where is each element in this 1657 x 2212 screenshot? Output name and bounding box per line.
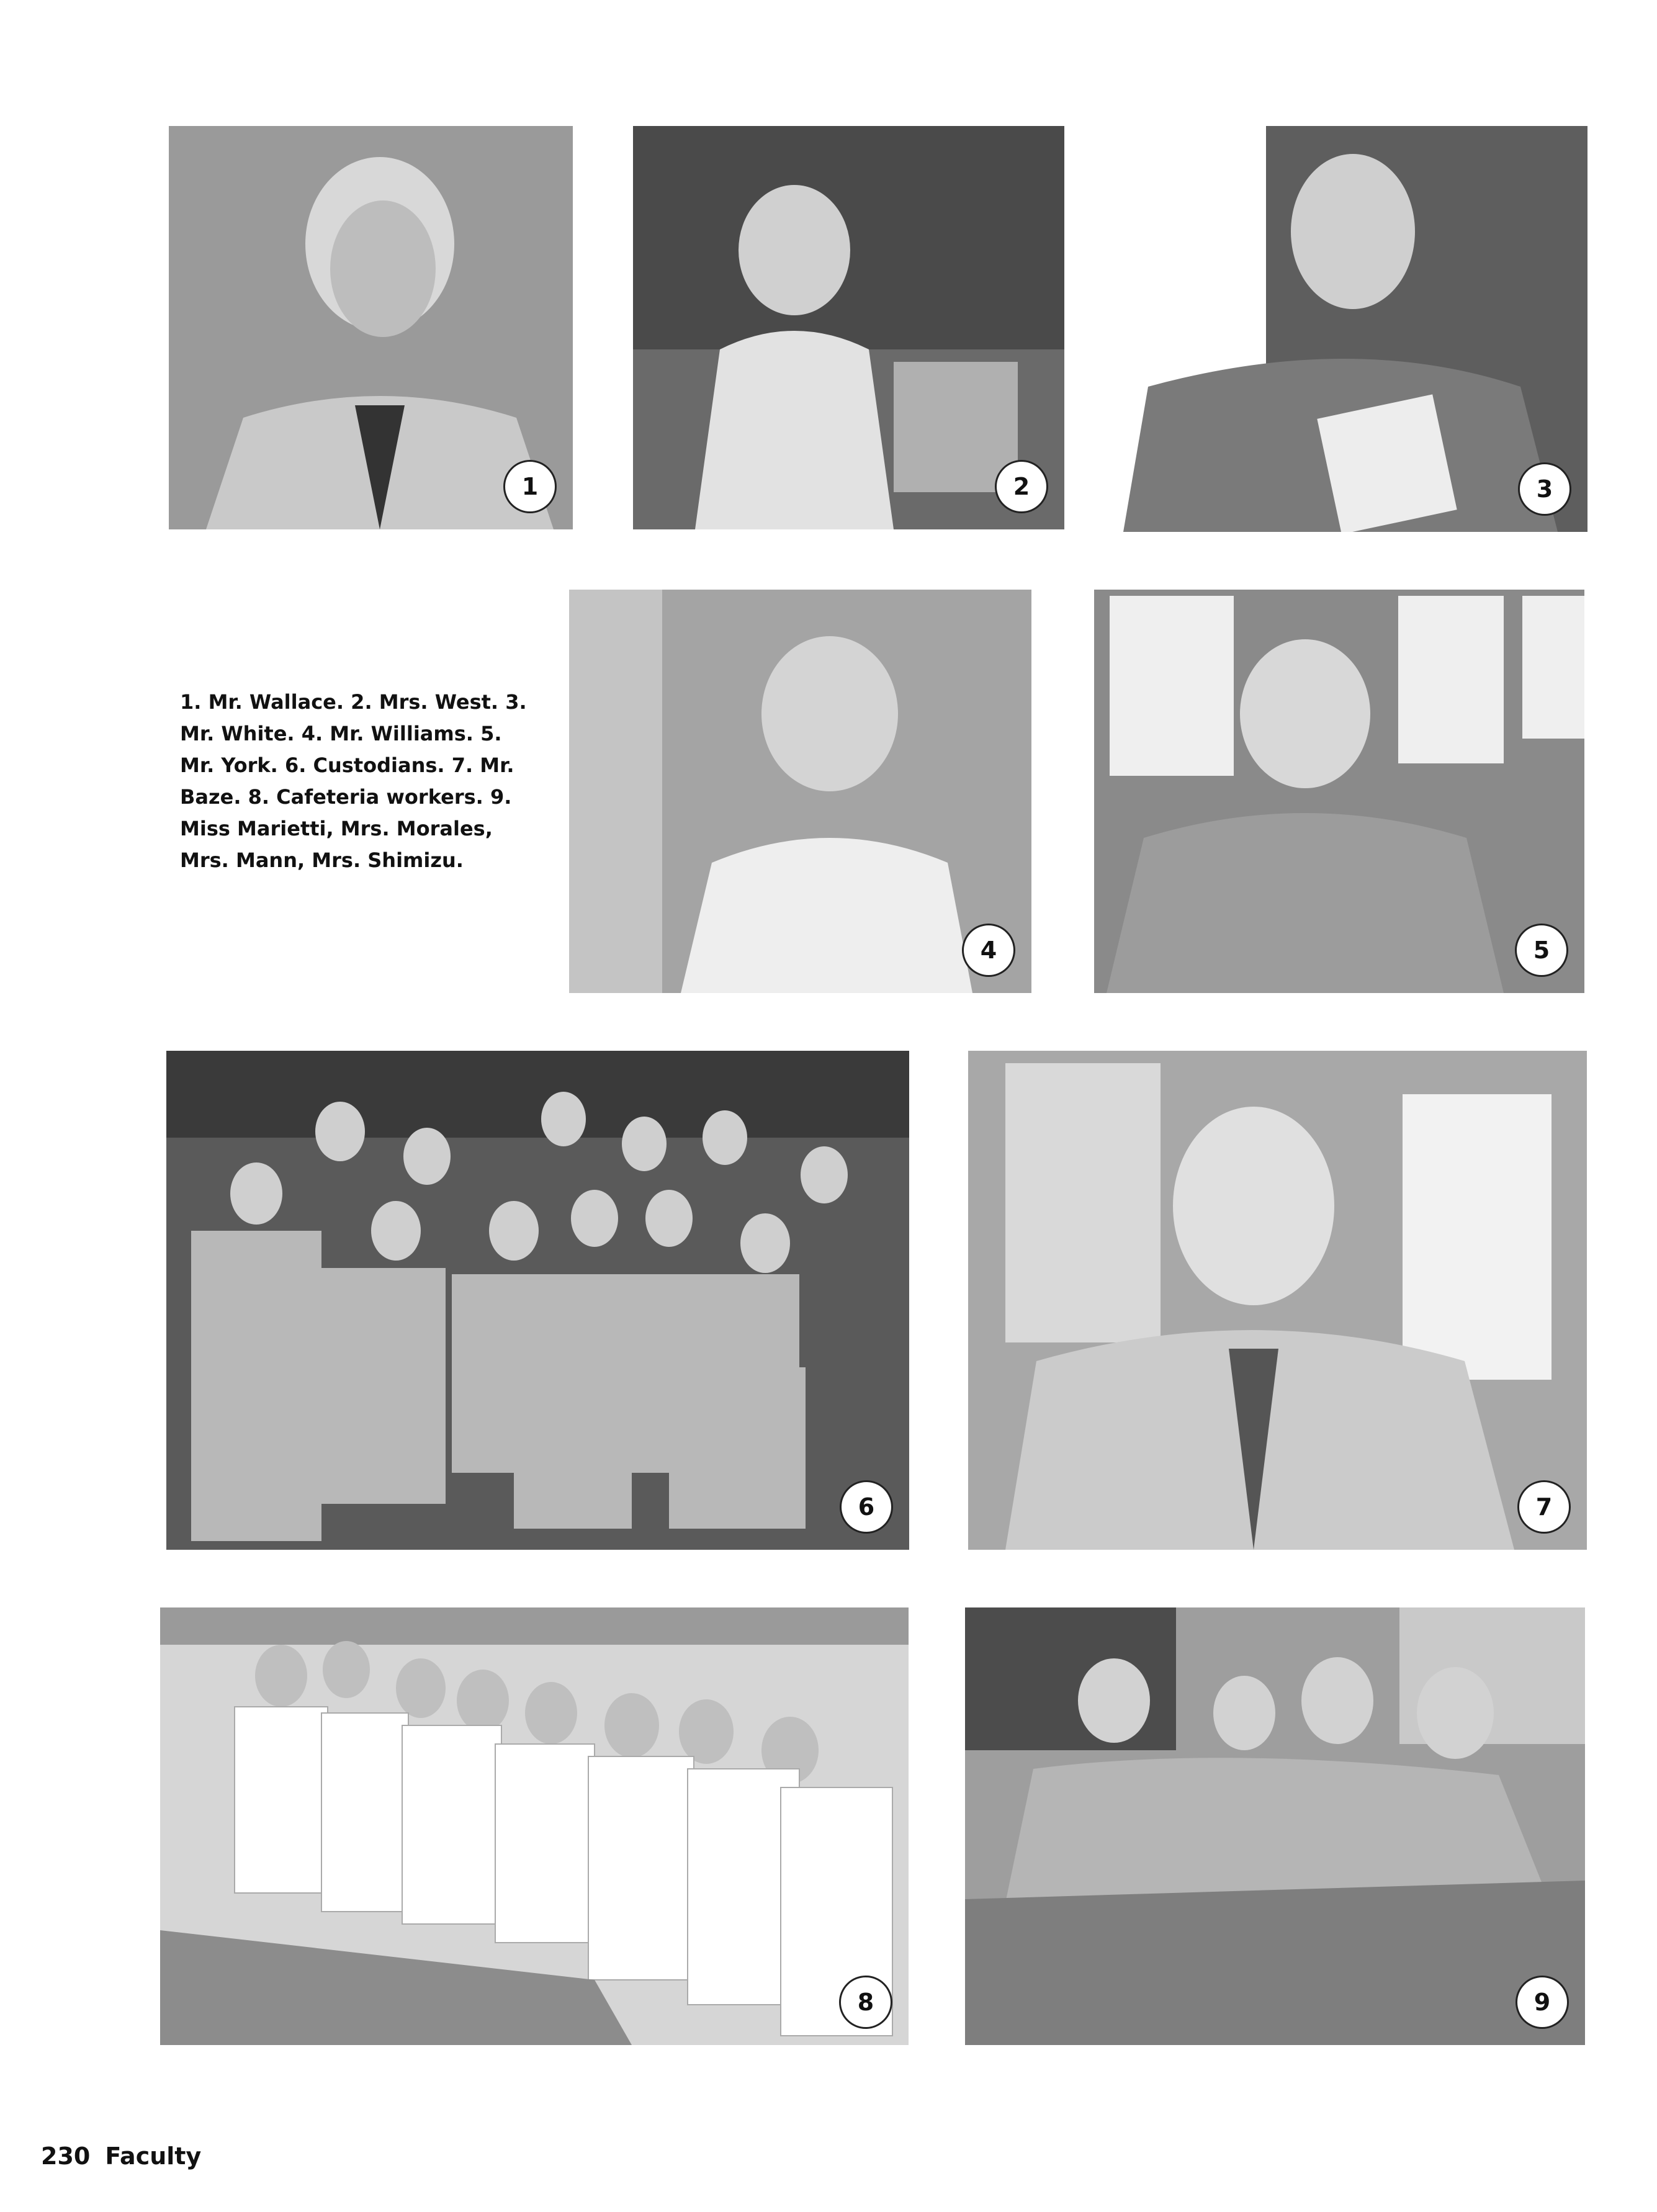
photo-8-cafeteria-workers — [160, 1607, 909, 2045]
photo-number-badge: 4 — [962, 924, 1015, 977]
portrait-figure — [569, 590, 1031, 993]
section-title: Faculty — [105, 2142, 202, 2170]
photo-6-custodians — [166, 1051, 909, 1550]
photo-number-badge: 6 — [840, 1480, 893, 1534]
page-footer — [41, 2142, 216, 2170]
photo-2-mrs-west — [633, 126, 1064, 529]
photo-number-badge: 3 — [1518, 462, 1571, 516]
portrait-figure — [1123, 126, 1587, 532]
group-figure — [965, 1607, 1585, 2045]
photo-5-mr-york — [1094, 590, 1584, 993]
group-figure — [166, 1051, 909, 1550]
portrait-figure — [968, 1051, 1587, 1550]
photo-number-badge: 7 — [1517, 1480, 1571, 1534]
photo-3-mr-white — [1123, 126, 1587, 532]
portrait-figure — [633, 126, 1064, 529]
photo-number-badge: 8 — [839, 1976, 892, 2029]
photo-number-badge: 1 — [503, 460, 557, 513]
group-figure — [160, 1607, 909, 2045]
photo-number-badge: 9 — [1516, 1976, 1569, 2029]
photo-number-badge: 5 — [1515, 924, 1568, 977]
photo-number-badge: 2 — [995, 460, 1048, 513]
photo-9-miss-marietti-mrs-morales-mrs-mann-mrs-shimizu — [965, 1607, 1585, 2045]
photo-4-mr-williams — [569, 590, 1031, 993]
page-number: 230 — [41, 2142, 91, 2170]
photo-7-mr-baze — [968, 1051, 1587, 1550]
photo-1-mr-wallace — [169, 126, 573, 529]
photo-caption: 1. Mr. Wallace. 2. Mrs. West. 3. Mr. White. 4. Mr. Williams. 5. Mr. York. 6. Custodians. 7. Mr. Baze. 8. Cafeteria workers. 9. Miss Marietti, Mrs. Morales, Mrs. Mann, Mrs. Shimizu. — [180, 690, 527, 872]
portrait-figure — [1094, 590, 1584, 993]
